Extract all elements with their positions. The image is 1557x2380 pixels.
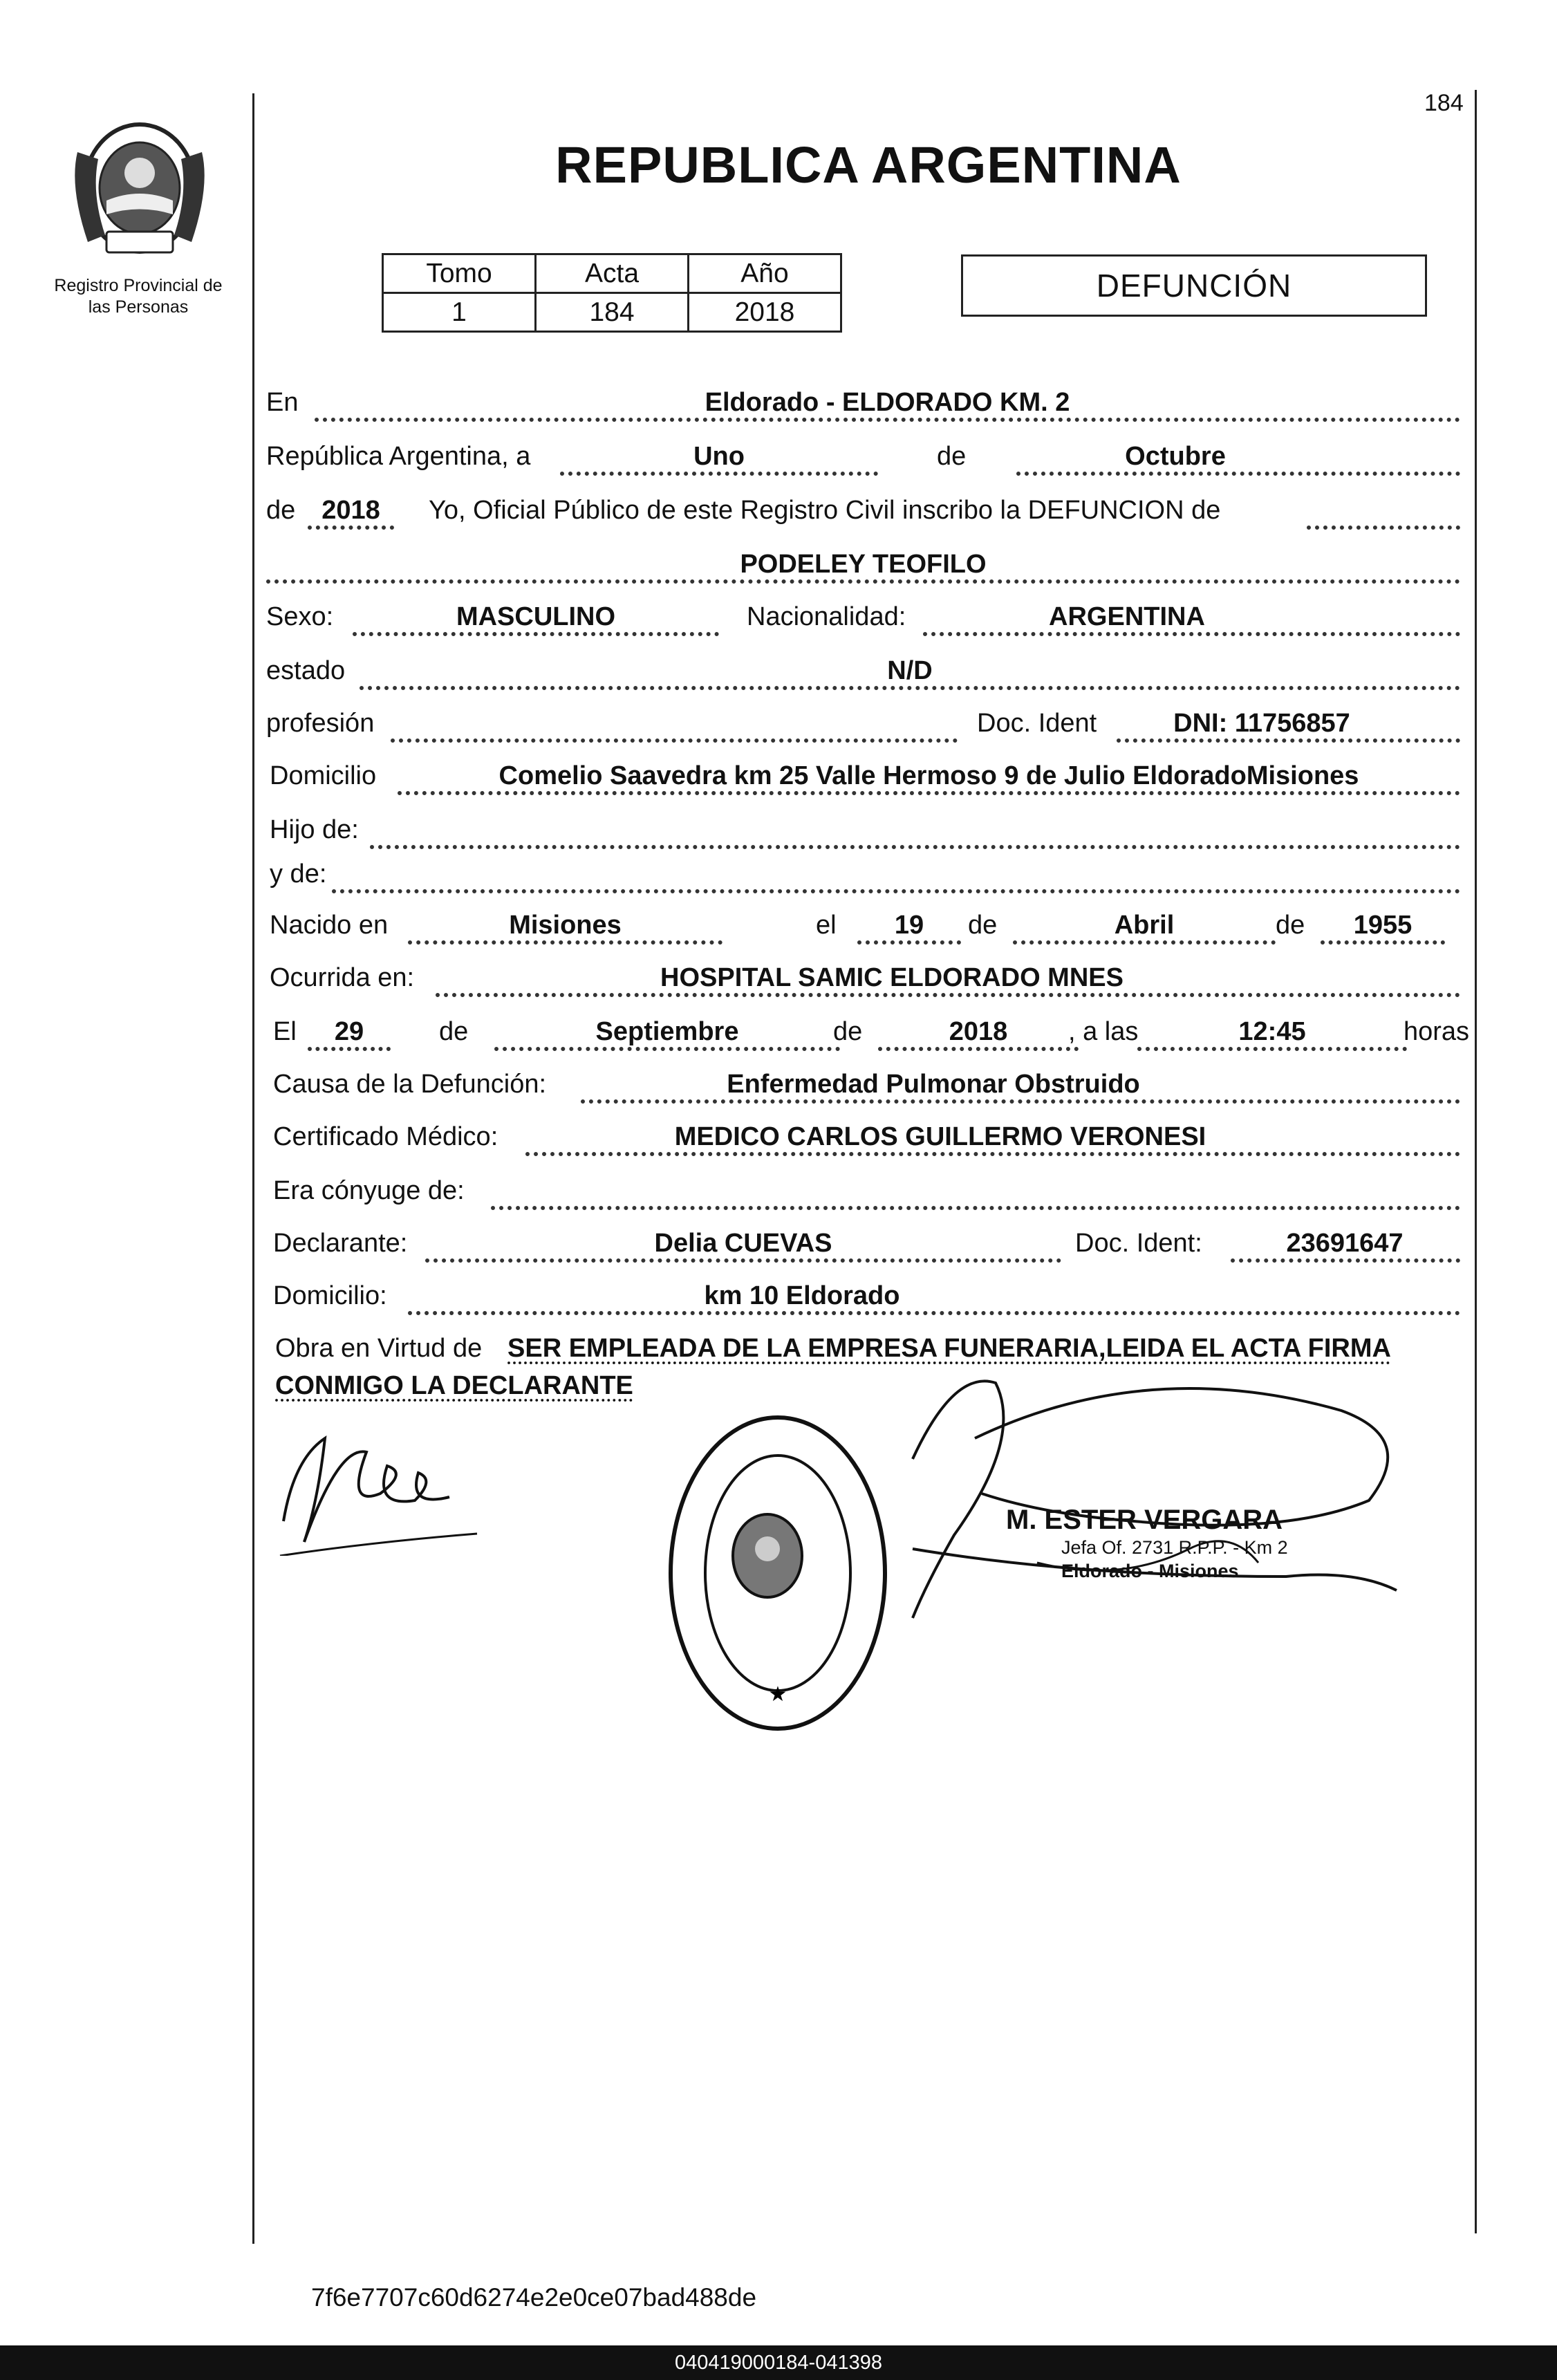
registry-value-tomo: 1 — [383, 293, 536, 332]
nacionalidad-label: Nacionalidad: — [747, 602, 906, 631]
month-value: Octubre — [1125, 442, 1226, 471]
el-label: el — [816, 911, 837, 940]
document-hash: 7f6e7707c60d6274e2e0ce07bad488de — [311, 2283, 757, 2312]
estado-value: N/D — [887, 656, 933, 685]
registry-table — [382, 253, 842, 333]
row-hijo — [266, 808, 1460, 849]
deceased-name: PODELEY TEOFILO — [740, 550, 987, 579]
certificado-label: Certificado Médico: — [273, 1122, 498, 1151]
en-label: En — [266, 388, 299, 417]
row-domicilio — [266, 754, 1460, 795]
domicilio-label: Domicilio — [270, 761, 377, 790]
oficial-text: Yo, Oficial Público de este Registro Civil inscribo la DEFUNCION de — [429, 496, 1221, 525]
row-conyuge — [266, 1169, 1460, 1210]
fallec-mes: Septiembre — [595, 1017, 739, 1046]
declarant-signature-icon — [277, 1417, 484, 1556]
svg-text:★: ★ — [768, 1682, 787, 1707]
row-deceased-name — [266, 542, 1460, 584]
conyuge-label: Era cónyuge de: — [273, 1176, 465, 1205]
sexo-value: MASCULINO — [456, 602, 616, 631]
official-location: Eldorado - Misiones — [1061, 1561, 1239, 1581]
declarante-label: Declarante: — [273, 1229, 408, 1258]
domicilio-value: Comelio Saavedra km 25 Valle Hermoso 9 de Julio EldoradoMisiones — [498, 761, 1359, 790]
de-label3: de — [1276, 911, 1305, 940]
logo-caption-line1: Registro Provincial de — [54, 276, 223, 295]
left-margin-line — [252, 93, 254, 2244]
fallec-hora: 12:45 — [1238, 1017, 1306, 1046]
row-profesion — [266, 701, 1460, 743]
sexo-label: Sexo: — [266, 602, 334, 631]
registry-header-row — [383, 254, 841, 293]
registry-header-anio: Año — [689, 254, 841, 293]
nacido-dia: 19 — [894, 911, 924, 940]
official-stamp — [1006, 1505, 1288, 1583]
record-type-box: DEFUNCIÓN — [961, 254, 1427, 317]
profesion-label: profesión — [266, 709, 375, 738]
row-domicilio2 — [266, 1274, 1460, 1315]
row-estado — [266, 649, 1460, 690]
republica-label: República Argentina, a — [266, 442, 531, 471]
row-y-de — [266, 852, 1460, 893]
row-oficial — [266, 488, 1460, 530]
logo-caption-line2: las Personas — [88, 297, 189, 317]
obra-value-line1: SER EMPLEADA DE LA EMPRESA FUNERARIA,LEIDA EL ACTA FIRMA — [507, 1334, 1391, 1363]
hijo-label: Hijo de: — [270, 815, 359, 844]
official-title: Jefa Of. 2731 R.P.P. - Km 2 — [1061, 1537, 1288, 1558]
page-title: REPUBLICA ARGENTINA — [555, 136, 1182, 194]
row-nacido — [266, 903, 1460, 945]
causa-label: Causa de la Defunción: — [273, 1070, 547, 1099]
nacido-anio: 1955 — [1353, 911, 1413, 940]
obra-label: Obra en Virtud de — [275, 1334, 483, 1363]
registry-header-acta: Acta — [536, 254, 689, 293]
nacido-lugar: Misiones — [509, 911, 622, 940]
declarante-doc-label: Doc. Ident: — [1075, 1229, 1202, 1258]
nacido-mes: Abril — [1114, 911, 1175, 940]
row-fallecimiento — [266, 1010, 1470, 1051]
declarante-value: Delia CUEVAS — [654, 1229, 832, 1258]
registry-value-row — [383, 293, 841, 332]
fallec-dia: 29 — [334, 1017, 364, 1046]
row-en — [266, 380, 1460, 422]
registry-seal-icon — [664, 1411, 892, 1736]
en-value: Eldorado - ELDORADO KM. 2 — [705, 388, 1070, 417]
doc-ident-value: DNI: 11756857 — [1173, 709, 1350, 738]
right-margin-line — [1475, 90, 1477, 2233]
logo-caption — [28, 275, 249, 318]
a-las-label: , a las — [1068, 1017, 1139, 1046]
domicilio2-label: Domicilio: — [273, 1281, 387, 1310]
horas-label: horas — [1404, 1017, 1470, 1046]
barcode-strip: 040419000184-041398 — [0, 2345, 1557, 2380]
certificado-value: MEDICO CARLOS GUILLERMO VERONESI — [674, 1122, 1206, 1151]
de-label2: de — [968, 911, 998, 940]
de-label: de — [937, 442, 967, 471]
estado-label: estado — [266, 656, 346, 685]
registry-value-anio: 2018 — [689, 293, 841, 332]
year-value: 2018 — [321, 496, 380, 525]
de-year-label: de — [266, 496, 296, 525]
y-de-label: y de: — [270, 859, 327, 889]
row-ocurrida — [266, 956, 1460, 997]
fallec-anio: 2018 — [949, 1017, 1008, 1046]
nacido-label: Nacido en — [270, 911, 389, 940]
row-declarante — [266, 1221, 1460, 1263]
row-republica — [266, 434, 1460, 476]
causa-value: Enfermedad Pulmonar Obstruido — [727, 1070, 1140, 1099]
ocurrida-label: Ocurrida en: — [270, 963, 415, 992]
page-number: 184 — [1424, 90, 1464, 116]
de-label5: de — [833, 1017, 863, 1046]
declarante-doc-value: 23691647 — [1286, 1229, 1404, 1258]
row-certificado — [266, 1115, 1460, 1156]
registry-value-acta: 184 — [536, 293, 689, 332]
doc-ident-label: Doc. Ident — [977, 709, 1097, 738]
nacionalidad-value: ARGENTINA — [1049, 602, 1205, 631]
row-sexo — [266, 595, 1460, 636]
de-label4: de — [439, 1017, 469, 1046]
domicilio2-value: km 10 Eldorado — [704, 1281, 900, 1310]
obra-value-line2: CONMIGO LA DECLARANTE — [275, 1371, 633, 1400]
ocurrida-value: HOSPITAL SAMIC ELDORADO MNES — [660, 963, 1124, 992]
official-name: M. ESTER VERGARA — [1006, 1505, 1283, 1535]
row-causa — [266, 1062, 1460, 1104]
el-label2: El — [273, 1017, 297, 1046]
registry-header-tomo: Tomo — [383, 254, 536, 293]
day-value: Uno — [693, 442, 745, 471]
